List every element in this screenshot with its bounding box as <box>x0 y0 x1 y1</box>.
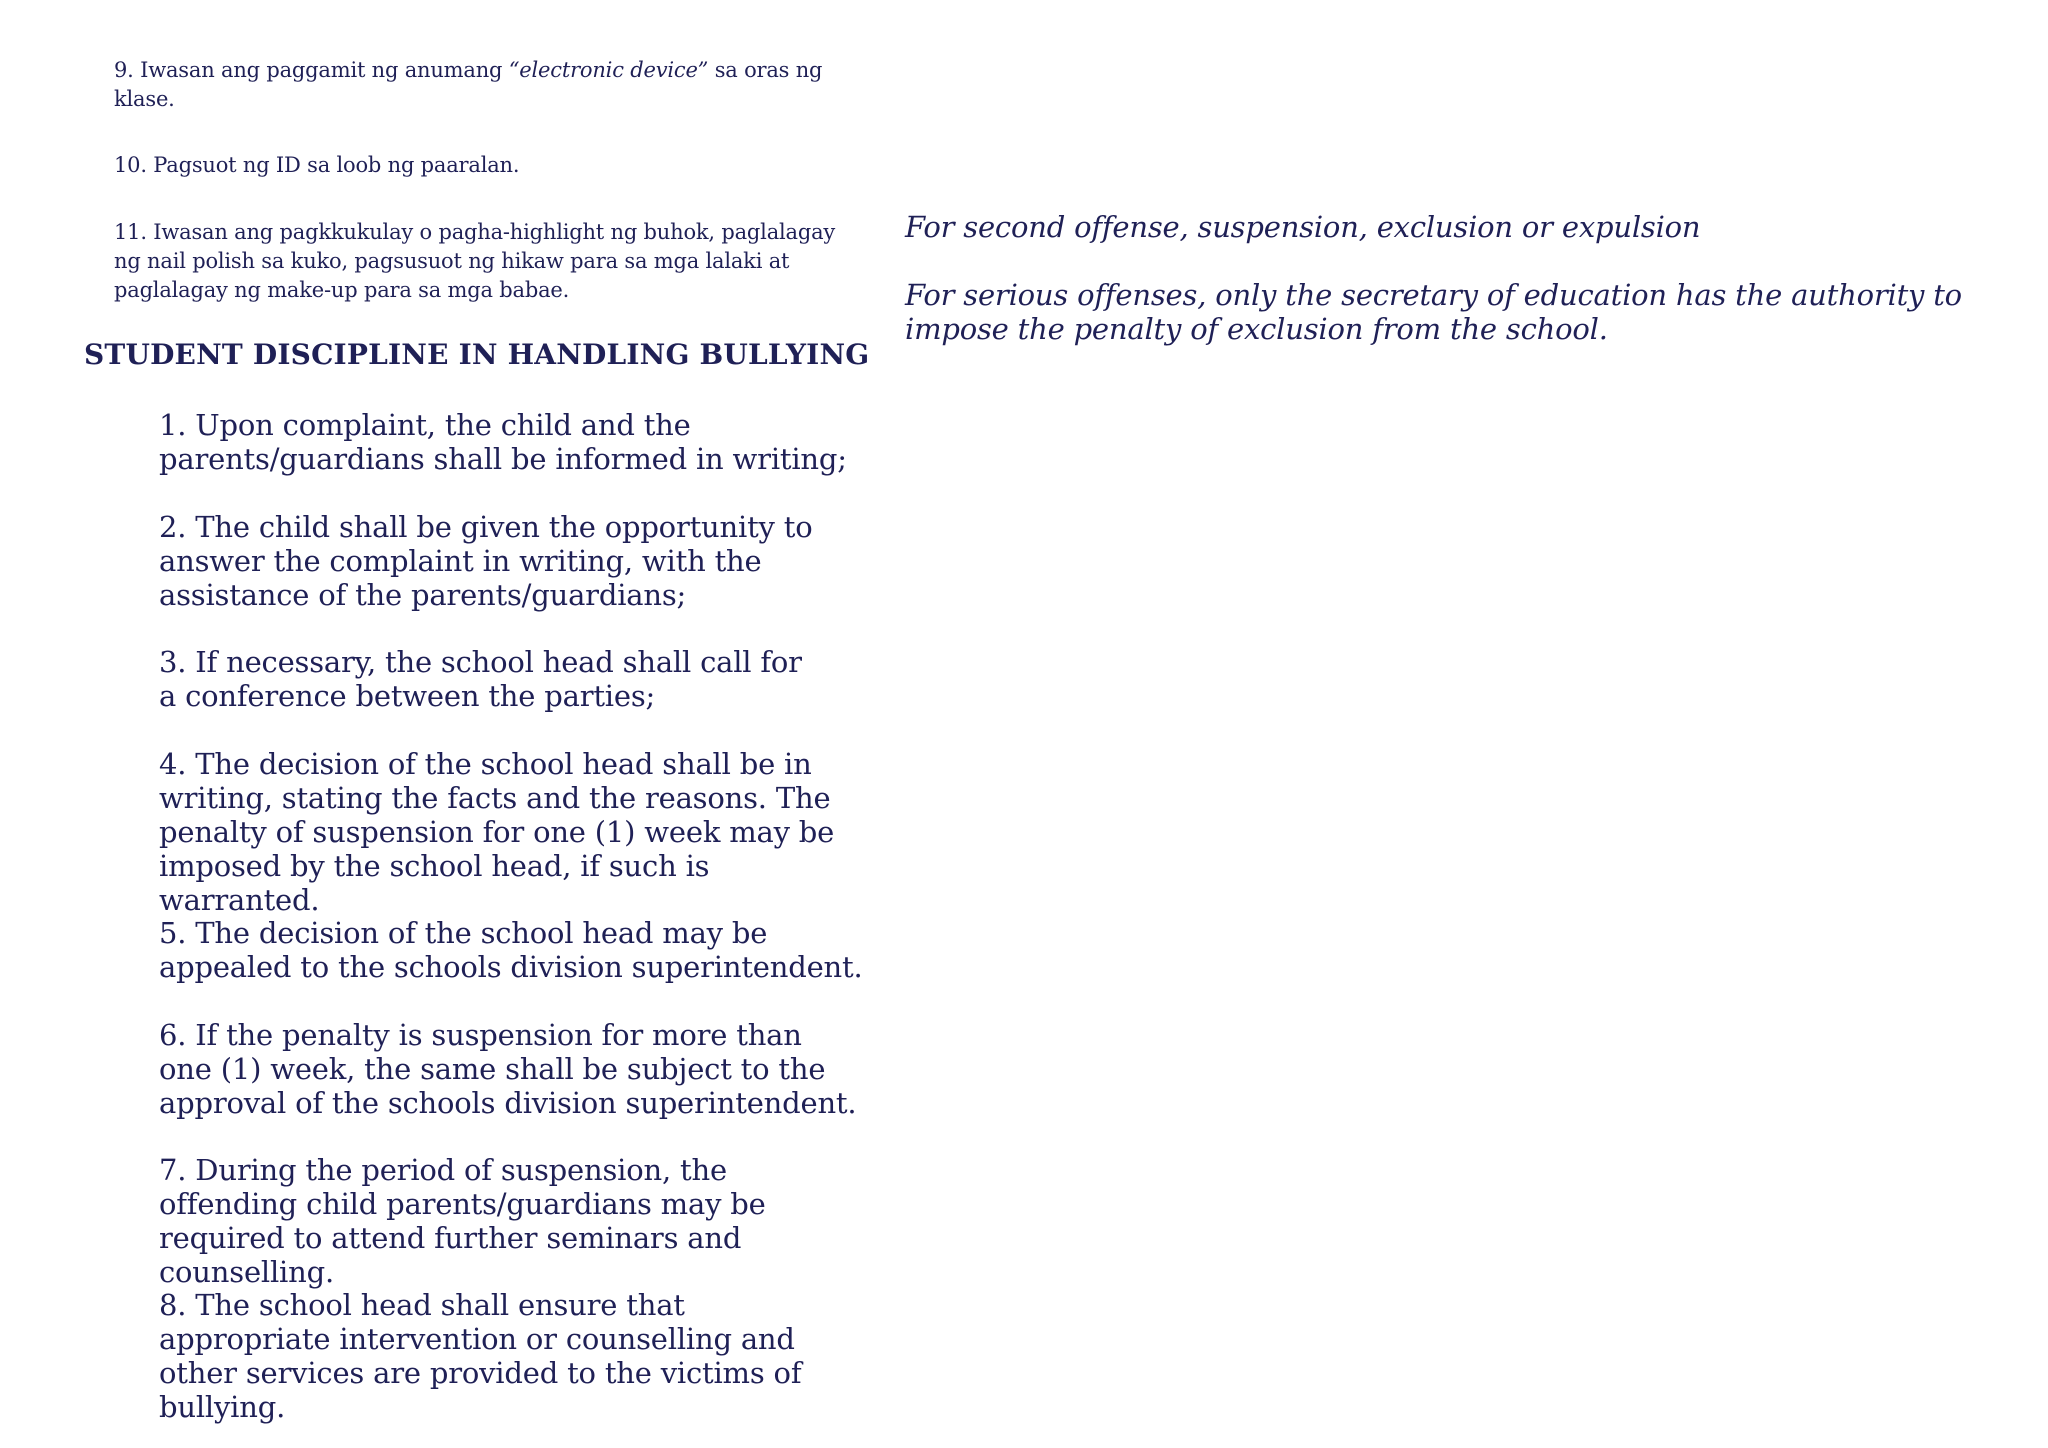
bullying-item-2: 2. The child shall be given the opportunity to answer the complaint in writing, with the assistance of the parents/guardians; <box>159 510 813 612</box>
rule-item-9 <box>114 56 854 114</box>
bullying-item-8: 8. The school head shall ensure that appropriate intervention or counselling and other services are provided to the victims of bullying. <box>159 1288 802 1424</box>
rule-item-10: 10. Pagsuot ng ID sa loob ng paaralan. <box>114 153 520 177</box>
rule-item-9-italic: “electronic device” <box>508 58 709 82</box>
second-offense-note: For second offense, suspension, exclusion or expulsion <box>905 210 1701 244</box>
serious-offenses-note: For serious offenses, only the secretary of education has the authority to impose the penalty of exclusion from the school. <box>905 278 1962 346</box>
rule-item-9-text-end: sa oras ng klase. <box>114 58 823 111</box>
rule-item-11: 11. Iwasan ang pagkkukulay o pagha-highlight ng buhok, paglalagay ng nail polish sa kuko, pagsusuot ng hikaw para sa mga lalaki at paglalagay ng make-up para sa mga babae. <box>114 220 836 302</box>
bullying-item-4: 4. The decision of the school head shall be in writing, stating the facts and the reasons. The penalty of suspension for one (1) week may be imposed by the school head, if such is warranted. <box>159 747 835 917</box>
rule-item-9-text: 9. Iwasan ang paggamit ng anumang <box>114 58 509 82</box>
bullying-item-3: 3. If necessary, the school head shall call for a conference between the parties; <box>159 645 802 713</box>
bullying-item-7: 7. During the period of suspension, the offending child parents/guardians may be required to attend further seminars and counselling. <box>159 1153 766 1289</box>
bullying-item-5: 5. The decision of the school head may be appealed to the schools division superintendent. <box>159 916 863 984</box>
bullying-item-6: 6. If the penalty is suspension for more than one (1) week, the same shall be subject to the approval of the schools division superintendent. <box>159 1018 857 1120</box>
bullying-item-1: 1. Upon complaint, the child and the parents/guardians shall be informed in writing; <box>159 408 847 476</box>
section-heading: STUDENT DISCIPLINE IN HANDLING BULLYING <box>84 338 870 371</box>
